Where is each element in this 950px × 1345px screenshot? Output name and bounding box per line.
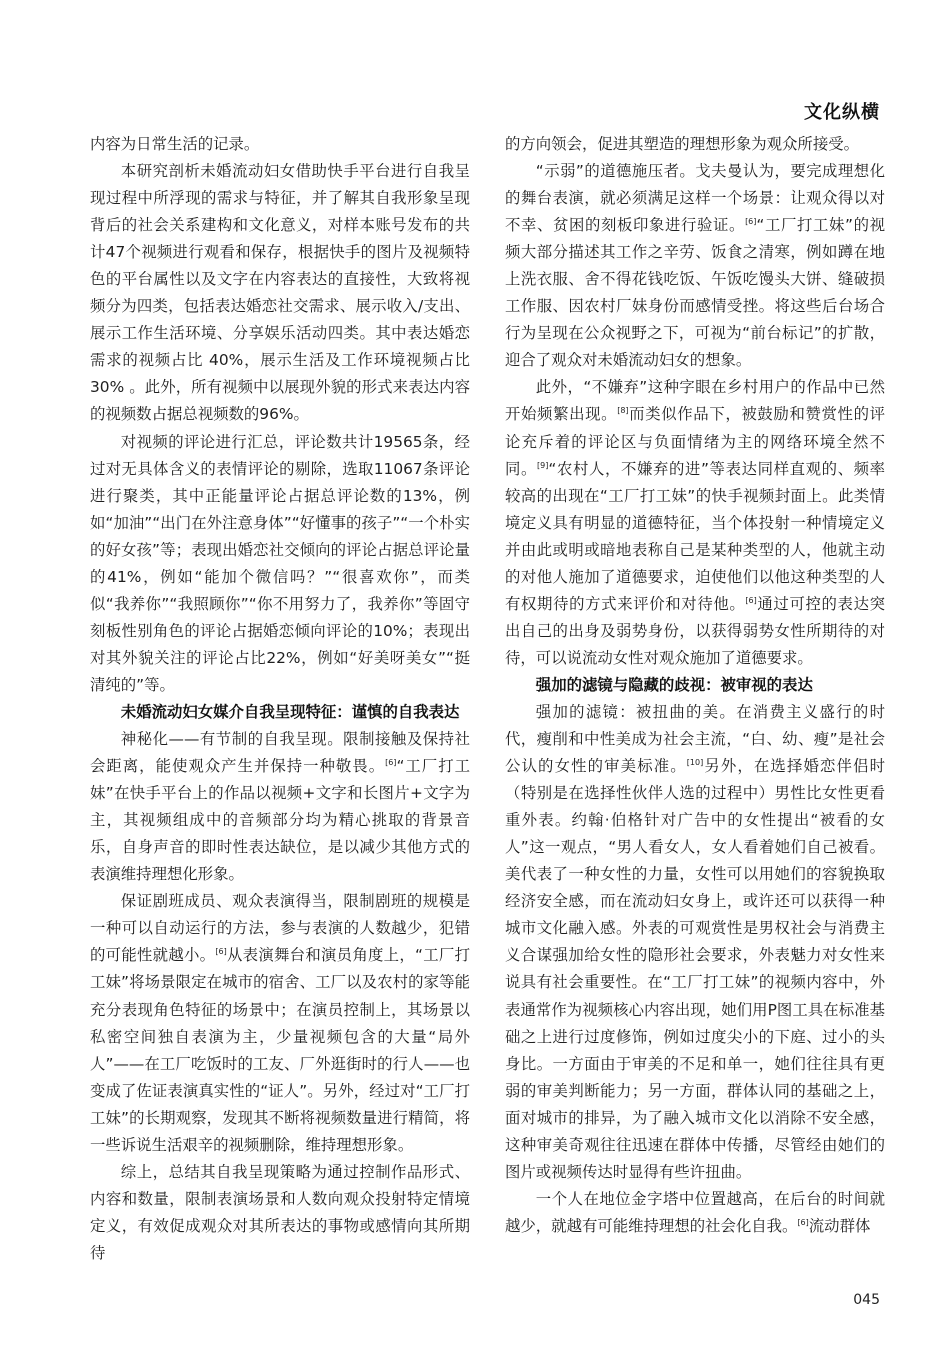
paragraph xyxy=(505,699,885,1186)
paragraph-text: 从表演舞台和演员角度上，“工厂打工妹”将场景限定在城市的宿舍、工厂以及农村的家等能充分表现角色特征的场景中；在演员控制上，其场景以私密空间独自表演为主，少量视频包含的大量“局外人”——在工厂吃饭时的工友、厂外逛街时的行人——也变成了佐证表演真实性的“证人”。另外，经过对“工厂打工妹”的长期观察，发现其不断将视频数量进行精简，将一些诉说生活艰辛的视频删除，维持理想形象。 xyxy=(90,946,470,1154)
paragraph-text: “工厂打工妹”的视频大部分描述其工作之辛劳、饭食之清寒，例如蹲在地上洗衣服、舍不得花钱吃饭、午饭吃馒头大饼、缝破损工作服、因农村厂妹身份而感情受挫。将这些后台场合行为呈现在公众视野之下，可视为“前台标记”的扩散，迎合了观众对未婚流动妇女的想象。 xyxy=(505,216,885,370)
citation-ref: [6] xyxy=(745,217,757,227)
paragraph-text: “工厂打工妹”在快手平台上的作品以视频+文字和长图片+文字为主，其视频组成中的音频部分均为精心挑取的背景音乐，自身声音的即时性表达缺位，是以减少其他方式的表演维持理想化形象。 xyxy=(90,757,470,884)
paragraph xyxy=(90,888,470,1158)
paragraph-text: 保证剧班成员、观众表演得当，限制剧班的规模是一种可以自动运行的方法，参与表演的人数越少，犯错的可能性就越小。 xyxy=(90,892,470,965)
paragraph: 内容为日常生活的记录。 xyxy=(90,135,260,153)
citation-ref: [10] xyxy=(686,758,704,768)
citation-ref: [8] xyxy=(617,406,629,416)
page-number: 045 xyxy=(853,1292,880,1308)
citation-ref: [6] xyxy=(215,947,227,957)
paragraph xyxy=(505,158,885,374)
paragraph xyxy=(505,374,885,672)
paragraph: 对视频的评论进行汇总，评论数共计19565条，经过对无具体含义的表情评论的剔除，选取11067条评论进行聚类，其中正能量评论占据总评论数的13%，例如“加油”“出门在外注意身体”“好懂事的孩子”“一个朴实的好女孩”等；表现出婚恋社交倾向的评论占据总评论量的41%，例如“能加个微信吗？”“很喜欢你”，而类似“我养你”“我照顾你”“你不用努力了，我养你”等固守刻板性别角色的评论占据婚恋倾向评论的10%；表现出对其外貌关注的评论占比22%，例如“好美呀美女”“挺清纯的”等。 xyxy=(90,432,470,694)
paragraph-text: 一个人在地位金字塔中位置越高，在后台的时间就越少，就越有可能维持理想的社会化自我。 xyxy=(505,1189,885,1235)
paragraph xyxy=(505,1186,885,1240)
paragraph: 综上，总结其自我呈现策略为通过控制作品形式、内容和数量，限制表演场景和人数向观众投射特定情境定义，有效促成观众对其所表达的事物或感情向其所期待 xyxy=(90,1162,470,1262)
paragraph-text: “农村人，不嫌弃的进”等表达同样直观的、频率较高的出现在“工厂打工妹”的快手视频封面上。此类情境定义具有明显的道德特征，当个体投射一种情境定义并由此或明或暗地表称自己是某种类型的人，他就主动的对他人施加了道德要求，迫使他们以他这种类型的人有权期待的方式来评价和对待他。 xyxy=(505,459,885,613)
paragraph-text: 神秘化——有节制的自我呈现。限制接触及保持社会距离，能使观众产生并保持一种敬畏。 xyxy=(90,730,470,776)
section-header: 文化纵横 xyxy=(804,102,880,123)
paragraph-text: 强加的滤镜：被扭曲的美。在消费主义盛行的时代，瘦削和中性美成为社会主流，“白、幼、瘦”是社会公认的女性的审美标准。 xyxy=(505,702,885,776)
citation-ref: [9] xyxy=(537,460,549,470)
paragraph: 的方向领会，促进其塑造的理想形象为观众所接受。 xyxy=(505,135,859,153)
left-column xyxy=(90,131,470,1267)
paragraph: 本研究剖析未婚流动妇女借助快手平台进行自我呈现过程中所浮现的需求与特征，并了解其自我形象呈现背后的社会关系建构和文化意义，对样本账号发布的共计47个视频进行观看和保存，根据快手的图片及视频特色的平台属性以及文字在内容表达的直接性，大致将视频分为四类，包括表达婚恋社交需求、展示收入/支出、展示工作生活环境、分享娱乐活动四类。其中表达婚恋需求的视频占比 40%，展示生活及工作环境视频占比30% 。此外，所有视频中以展现外貌的形式来表达内容的视频数占据总视频数的96%。 xyxy=(90,162,470,424)
paragraph-text: 流动群体 xyxy=(808,1216,871,1235)
paragraph-text: 此外，“不嫌弃”这种字眼在乡村用户的作品中已然开始频繁出现。 xyxy=(505,378,885,424)
paragraph-text: “示弱”的道德施压者。戈夫曼认为，要完成理想化的舞台表演，就必须满足这样一个场景：让观众得以对不幸、贫困的刻板印象进行验证。 xyxy=(505,162,885,235)
section-heading: 未婚流动妇女媒介自我呈现特征：谨慎的自我表达 xyxy=(120,702,460,721)
citation-ref: [6] xyxy=(385,758,397,768)
paragraph xyxy=(90,726,470,888)
section-heading: 强加的滤镜与隐藏的歧视：被审视的表达 xyxy=(535,675,813,694)
paragraph-text: 另外，在选择婚恋伴侣时（特别是在选择性伙伴人选的过程中）男性比女性更看重外表。约翰·伯格针对广告中的女性提出“被看的女人”这一观点，“男人看女人，女人看着她们自己被看。美代表了一种女性的力量，女性可以用她们的容貌换取经济安全感，而在流动妇女身上，或许还可以获得一种城市文化融入感。外表的可观赏性是男权社会与消费主义合谋强加给女性的隐形社会要求，外表魅力对女性来说具有社会重要性。在“工厂打工妹”的视频内容中，外表通常作为视频核心内容出现，她们用P图工具在标准基础之上进行过度修饰，例如过度尖小的下庭、过小的头身比。一方面由于审美的不足和单一，她们往往具有更弱的审美判断能力；另一方面，群体认同的基础之上，面对城市的排异，为了融入城市文化以消除不安全感，这种审美奇观往往迅速在群体中传播，尽管经由她们的图片或视频传达时显得有些许扭曲。 xyxy=(505,757,885,1181)
citation-ref: [6] xyxy=(797,1217,809,1227)
paragraph-text: 而类似作品下，被鼓励和赞赏性的评论充斥着的评论区与负面情绪为主的网络环境全然不同。 xyxy=(505,405,885,478)
citation-ref: [6] xyxy=(745,595,757,605)
right-column xyxy=(505,131,885,1240)
paragraph-text: 通过可控的表达突出自己的出身及弱势身份，以获得弱势女性所期待的对待，可以说流动女性对观众施加了道德要求。 xyxy=(505,594,885,667)
